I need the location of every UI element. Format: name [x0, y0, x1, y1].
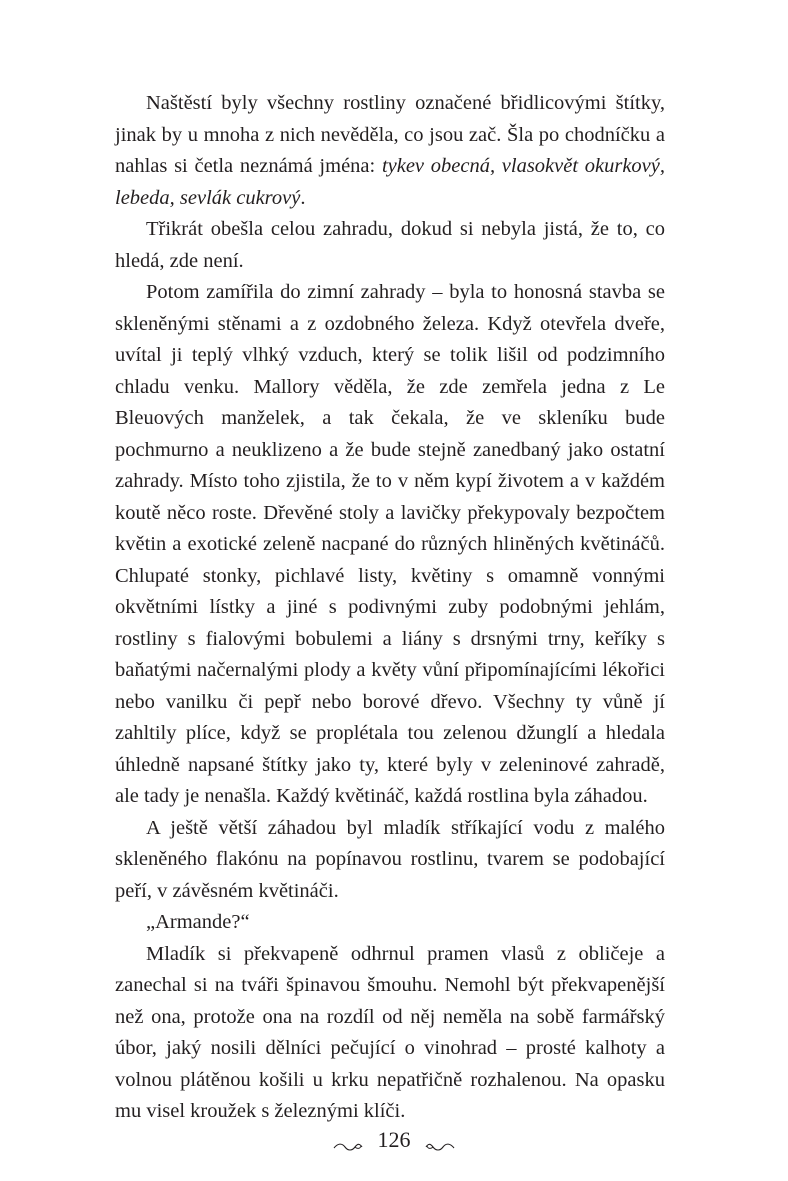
paragraph — [115, 277, 665, 813]
flourish-ornament-icon — [333, 1132, 363, 1144]
page-footer — [0, 1124, 788, 1154]
text-segment: Naštěstí byly všechny rostliny označené břidlicovými štítky, jinak by u mnoha z nich nevěděla, co jsou zač. Šla po chodníčku a nahlas si četla neznámá jména: — [115, 92, 665, 177]
paragraph — [115, 939, 665, 1128]
paragraph — [115, 813, 665, 908]
text-segment: Mladík si překvapeně odhrnul pramen vlasů z obličeje a zanechal si na tváři špinavou šmouhu. Nemohl být překvapenější než ona, protože ona na rozdíl od něj neměla na sobě farmářský úbor, jaký nosili dělníci pečující o vinohrad – prosté kalhoty a volnou plátěnou košili u krku nepatřičně rozhalenou. Na opasku mu visel kroužek s železnými klíči. — [115, 942, 665, 1122]
italic-text-segment: tykev obecná, vlasokvět okurkový, lebeda, sevlák cukrový — [115, 155, 666, 209]
text-segment: „Armande?“ — [146, 911, 250, 933]
page-number: 126 — [377, 1126, 411, 1152]
body-text — [115, 88, 665, 1128]
flourish-ornament-icon — [425, 1132, 455, 1144]
paragraph — [115, 907, 665, 939]
text-segment: . — [300, 186, 306, 209]
text-segment: Potom zamířila do zimní zahrady – byla to honosná stavba se skleněnými stěnami a z ozdobného železa. Když otevřela dveře, uvítal ji teplý vlhký vzduch, který se tolik lišil od podzimního chladu venku. Mallory věděla, že zde zemřela jedna z Le Bleuových manželek, a tak čekala, že ve skleníku bude pochmurno a neuklizeno a že bude stejně zanedbaný jako ostatní zahrady. Místo toho zjistila, že to v něm kypí životem a v každém koutě něco roste. Dřevěné stoly a lavičky překypovaly bezpočtem květin a exotické zeleně nacpané do různých hliněných květináčů. Chlupaté stonky, pichlavé listy, květiny s omamně vonnými okvětními lístky a jiné s podivnými zuby podobnými jehlám, rostliny s fialovými bobulemi a liány s drsnými trny, keříky s baňatými načernalými plody a květy vůní připomínajícími lékořici nebo vanilku či pepř nebo borové dřevo. Všechny ty vůně jí zahltily plíce, když se proplétala tou zelenou džunglí a hledala úhledně napsané štítky jako ty, které byly v zeleninové zahradě, ale tady je nenašla. Každý květináč, každá rostlina byla záhadou. — [115, 281, 665, 807]
paragraph — [115, 88, 665, 214]
paragraph — [115, 214, 665, 277]
text-segment: A ještě větší záhadou byl mladík stříkající vodu z malého skleněného flakónu na popínavou rostlinu, tvarem se podobající peří, v závěsném květináči. — [115, 816, 665, 902]
text-segment: Třikrát obešla celou zahradu, dokud si nebyla jistá, že to, co hledá, zde není. — [115, 218, 665, 272]
